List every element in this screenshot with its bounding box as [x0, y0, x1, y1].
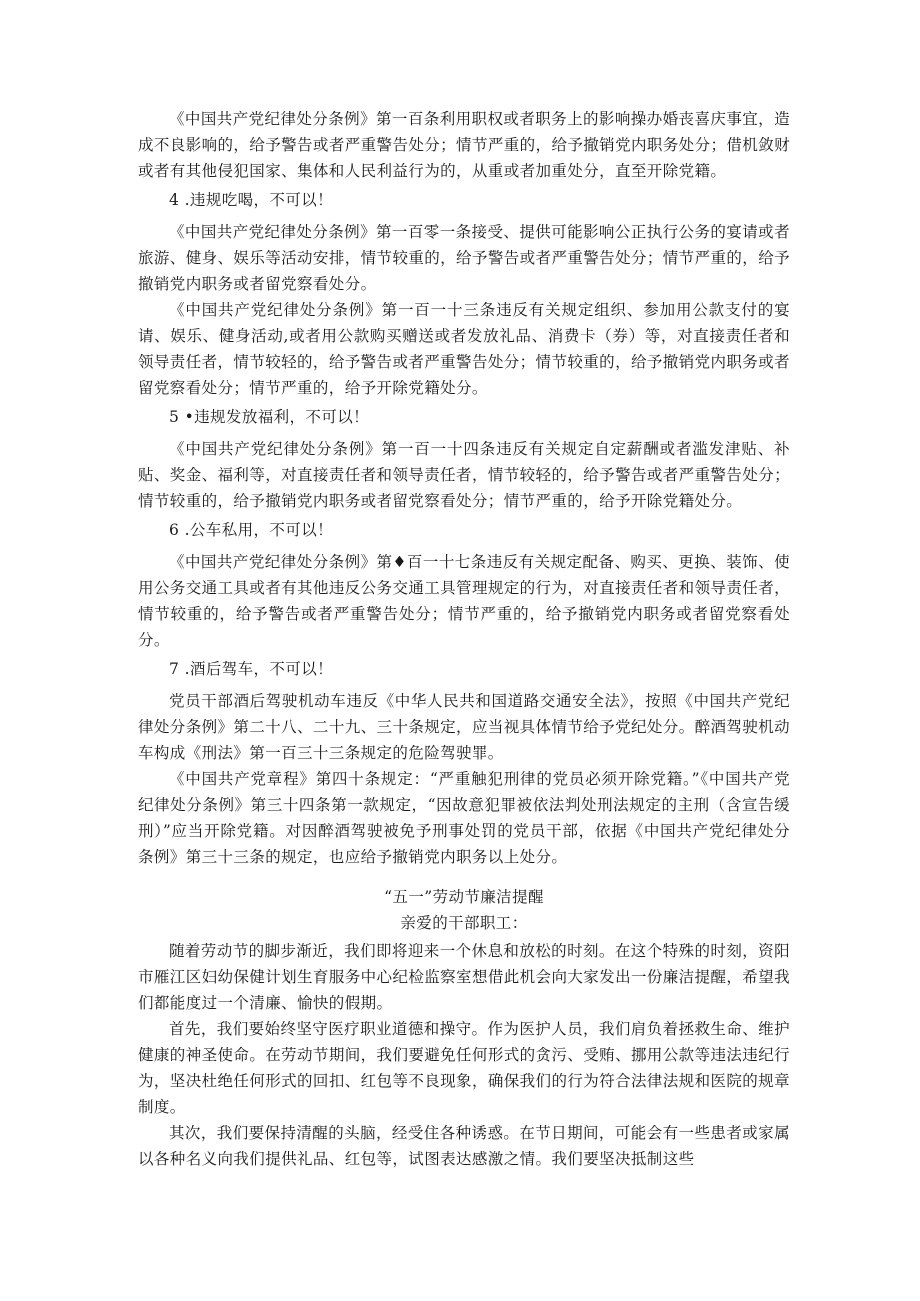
paragraph: 《中国共产党纪律处分条例》第一百条利用职权或者职务上的影响操办婚丧喜庆事宜，造成不良影响的，给予警告或者严重警告处分；情节严重的，给予撤销党内职务处分；借机敛财或者有其他侵犯国家、集体和人民利益行为的，从重或者加重处分，直至开除党籍。	[138, 110, 790, 180]
paragraph: 《中国共产党纪律处分条例》第一百一十四条违反有关规定自定薪酬或者滥发津贴、补贴、奖金、福利等，对直接责任者和领导责任者，情节较轻的，给予警告或者严重警告处分；情节较重的，给予撤销党内职务或者留党察看处分；情节严重的，给予开除党籍处分。	[138, 440, 790, 510]
holiday-notice	[138, 884, 790, 1172]
section-heading: 5 •违规发放福利，不可以！	[169, 408, 370, 426]
paragraph: 其次，我们要保持清醒的头脑，经受住各种诱惑。在节日期间，可能会有一些患者或家属以各种名义向我们提供礼品、红包等，试图表达感激之情。我们要坚决抵制这些	[138, 1124, 790, 1168]
paragraph: 党员干部酒后驾驶机动车违反《中华人民共和国道路交通安全法》，按照《中国共产党纪律处分条例》第二十八、二十九、三十条规定，应当视具体情节给予党纪处分。醉酒驾驶机动车构成《刑法》第一百三十三条规定的危险驾驶罪。	[138, 692, 790, 762]
section-heading: 7 .酒后驾车，不可以！	[169, 660, 334, 678]
section-spacer	[138, 870, 790, 884]
paragraph: 《中国共产党纪律处分条例》第一百一十三条违反有关规定组织、参加用公款支付的宴请、娱乐、健身活动,或者用公款购买赠送或者发放礼品、消费卡（券）等，对直接责任者和领导责任者，情节较轻的，给予警告或者严重警告处分；情节较重的，给予撤销党内职务或者留党察看处分；情节严重的，给予开除党籍处分。	[138, 301, 790, 397]
section-heading: 4 .违规吃喝，不可以！	[169, 191, 334, 209]
regulation-section	[138, 106, 790, 870]
paragraph: 《中国共产党章程》第四十条规定：“严重触犯刑律的党员必须开除党籍。”《中国共产党纪律处分条例》第三十四条第一款规定，“因故意犯罪被依法判处刑法规定的主刑（含宣告缓刑）”应当开除党籍。对因醉酒驾驶被免予刑事处罚的党员干部，依据《中国共产党纪律处分条例》第三十三条的规定，也应给予撤销党内职务以上处分。	[138, 770, 790, 866]
paragraph: 《中国共产党纪律处分条例》第♦百一十七条违反有关规定配备、购买、更换、装饰、使用公务交通工具或者有其他违反公务交通工具管理规定的行为，对直接责任者和领导责任者，情节较重的，给予警告或者严重警告处分；情节严重的，给予撤销党内职务或者留党察看处分。	[138, 553, 790, 649]
notice-salutation: 亲爱的干部职工：	[400, 914, 528, 932]
document-body	[138, 106, 790, 1172]
paragraph: 《中国共产党纪律处分条例》第一百零一条接受、提供可能影响公正执行公务的宴请或者旅游、健身、娱乐等活动安排，情节较重的，给予警告或者严重警告处分；情节严重的，给予撤销党内职务或者留党察看处分。	[138, 223, 790, 293]
section-heading: 6 .公车私用，不可以！	[169, 521, 334, 539]
notice-title: “五一”劳动节廉洁提醒	[384, 888, 544, 906]
paragraph: 随着劳动节的脚步渐近，我们即将迎来一个休息和放松的时刻。在这个特殊的时刻，资阳市雁江区妇幼保健计划生育服务中心纪检监察室想借此机会向大家发出一份廉洁提醒，希望我们都能度过一个清廉、愉快的假期。	[138, 942, 790, 1012]
paragraph: 首先，我们要始终坚守医疗职业道德和操守。作为医护人员，我们肩负着拯救生命、维护健康的神圣使命。在劳动节期间，我们要避免任何形式的贪污、受贿、挪用公款等违法违纪行为，坚决杜绝任何形式的回扣、红包等不良现象，确保我们的行为符合法律法规和医院的规章制度。	[138, 1020, 790, 1116]
